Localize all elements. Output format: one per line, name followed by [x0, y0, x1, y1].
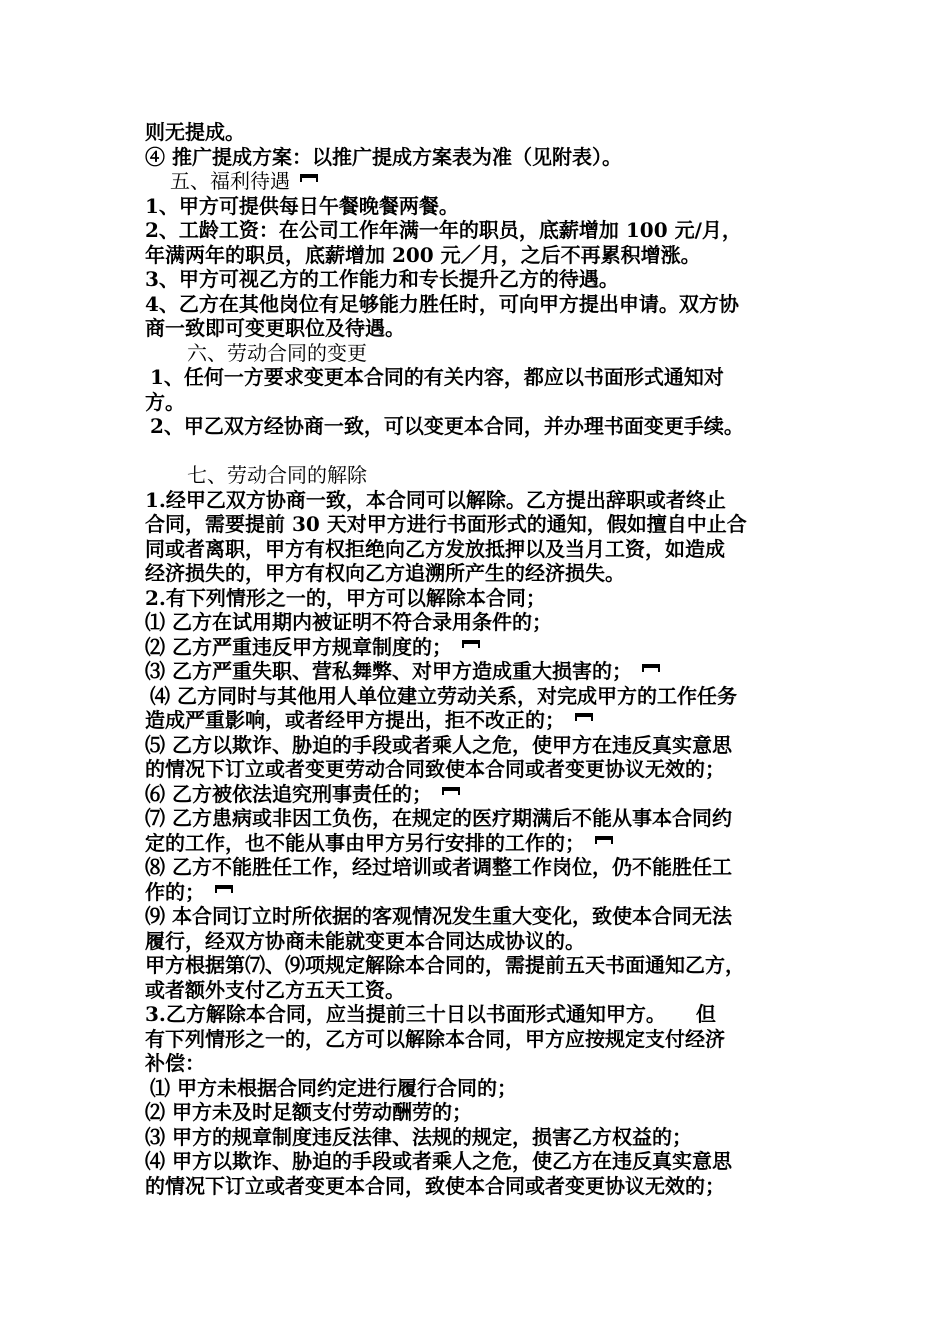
- list-item: ⑶ 甲方的规章制度违反法律、法规的规定，损害乙方权益的；: [145, 1124, 692, 1149]
- list-item: ⑵ 甲方未及时足额支付劳动酬劳的；: [145, 1100, 472, 1124]
- blank-line: [145, 439, 825, 464]
- list-item-text: 作的；: [145, 879, 205, 904]
- list-item: ⑺ 乙方患病或非因工负伤，在规定的医疗期满后不能从事本合同约: [145, 806, 732, 830]
- list-item: ⑼ 本合同订立时所依据的客观情况发生重大变化，致使本合同无法: [145, 904, 732, 928]
- text-line: 补偿：: [145, 1051, 205, 1075]
- list-item-text: ⑹ 乙方被依法追究刑事责任的；: [145, 781, 432, 806]
- text-line: 年满两年的职员，底薪增加 200 元／月，之后不再累积增涨。: [145, 242, 701, 267]
- text-line: 3.乙方解除本合同，应当提前三十日以书面形式通知甲方。 但: [145, 1002, 716, 1026]
- list-item-text: ⑶ 乙方严重失职、营私舞弊、对甲方造成重大损害的；: [145, 659, 632, 683]
- text-line: 2.有下列情形之一的，甲方可以解除本合同；: [145, 585, 546, 610]
- text-line: 甲方根据第⑺、⑼项规定解除本合同的，需提前五天书面通知乙方，: [145, 953, 745, 977]
- list-item: ⑻ 乙方不能胜任工作，经过培训或者调整工作岗位，仍不能胜任工: [145, 855, 732, 879]
- list-item-text: 定的工作，也不能从事由甲方另行安排的工作的；: [145, 830, 585, 855]
- list-item-text: ⑵ 乙方严重违反甲方规章制度的；: [145, 634, 452, 659]
- list-item: ⑷ 甲方以欺诈、胁迫的手段或者乘人之危，使乙方在违反真实意思: [145, 1149, 732, 1173]
- list-item: ⑴ 乙方在试用期内被证明不符合录用条件的；: [145, 610, 552, 634]
- text-line: 有下列情形之一的，乙方可以解除本合同，甲方应按规定支付经济: [145, 1026, 725, 1051]
- list-item: [145, 831, 825, 856]
- list-item: ⑴ 甲方未根据合同约定进行履行合同的；: [150, 1075, 517, 1100]
- text-line: 同或者离职，甲方有权拒绝向乙方发放抵押以及当月工资，如造成: [145, 536, 725, 561]
- text-line: 经济损失的，甲方有权向乙方追溯所产生的经济损失。: [145, 561, 625, 585]
- text-line: 或者额外支付乙方五天工资。: [145, 977, 405, 1002]
- list-item: 履行，经双方协商未能就变更本合同达成协议的。: [145, 928, 585, 953]
- text-line: 1、任何一方要求变更本合同的有关内容，都应以书面形式通知对: [150, 365, 724, 389]
- section-heading-text: 五、福利待遇: [170, 169, 290, 193]
- text-line: 2、甲乙双方经协商一致，可以变更本合同，并办理书面变更手续。: [150, 414, 744, 438]
- bracket-mark-icon: [462, 640, 480, 648]
- text-line: 2、工龄工资：在公司工作年满一年的职员，底薪增加 100 元/月，: [145, 218, 742, 242]
- text-line: ④ 推广提成方案：以推广提成方案表为准（见附表）。: [145, 144, 622, 169]
- list-item: [145, 782, 825, 807]
- text-line: 则无提成。: [145, 120, 245, 144]
- list-item: 的情况下订立或者变更本合同，致使本合同或者变更协议无效的；: [145, 1173, 725, 1198]
- list-item: ⑸ 乙方以欺诈、胁迫的手段或者乘人之危，使甲方在违反真实意思: [145, 732, 732, 757]
- text-line: 4、乙方在其他岗位有足够能力胜任时，可向甲方提出申请。双方协: [145, 291, 739, 316]
- text-line: 3、甲方可视乙方的工作能力和专长提升乙方的待遇。: [145, 267, 619, 291]
- bracket-mark-icon: [442, 787, 460, 795]
- list-item-text: 造成严重影响，或者经甲方提出，拒不改正的；: [145, 708, 565, 732]
- list-item: [145, 880, 825, 905]
- text-line: 商一致即可变更职位及待遇。: [145, 316, 405, 340]
- section-heading: [145, 169, 825, 194]
- list-item: [145, 708, 825, 733]
- section-heading: 七、劳动合同的解除: [187, 463, 367, 487]
- list-item: 的情况下订立或者变更劳动合同致使本合同或者变更协议无效的；: [145, 757, 725, 781]
- bracket-mark-icon: [642, 664, 660, 672]
- document-page: [145, 120, 825, 1198]
- section-heading: 六、劳动合同的变更: [187, 340, 367, 365]
- list-item: ⑷ 乙方同时与其他用人单位建立劳动关系，对完成甲方的工作任务: [150, 683, 737, 708]
- text-line: 1、甲方可提供每日午餐晚餐两餐。: [145, 193, 459, 218]
- text-line: 1.经甲乙双方协商一致，本合同可以解除。乙方提出辞职或者终止: [145, 487, 726, 512]
- text-line: 方。: [145, 389, 185, 414]
- list-item: [145, 635, 825, 660]
- bracket-mark-icon: [575, 713, 593, 721]
- bracket-mark-icon: [215, 885, 233, 893]
- text-line: 合同，需要提前 30 天对甲方进行书面形式的通知，假如擅自中止合: [145, 512, 747, 536]
- bracket-mark-icon: [595, 836, 613, 844]
- list-item: [145, 659, 825, 684]
- bracket-mark-icon: [300, 174, 318, 182]
